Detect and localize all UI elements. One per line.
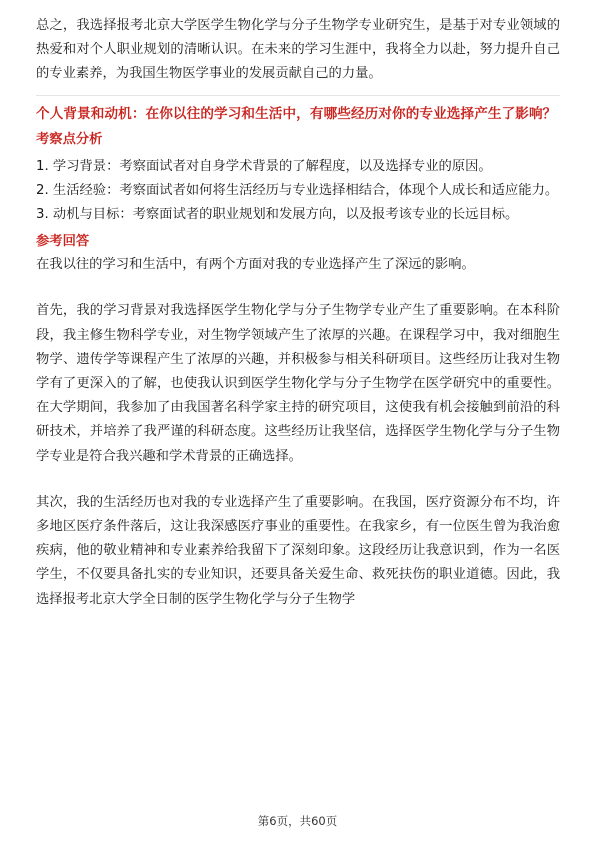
question-heading: 个人背景和动机：在你以往的学习和生活中，有哪些经历对你的专业选择产生了影响？ <box>36 105 557 122</box>
answer-paragraph: 其次，我的生活经历也对我的专业选择产生了重要影响。在我国，医疗资源分布不均，许多地区医疗条件落后，这让我深感医疗事业的重要性。在我家乡，有一位医生曾为我治愈疾病，他的敬业精神和专业素养给我留下了深刻印象。这段经历让我意识到，作为一名医学生，不仅要具备扎实的专业知识，还要具备关爱生命、救死扶伤的职业道德。因此，我选择报考北京大学全日制的医学生物化学与分子生物学 <box>36 494 560 607</box>
section-divider <box>36 95 560 96</box>
answer-heading: 参考回答 <box>36 234 90 250</box>
answer-paragraph: 在我以往的学习和生活中，有两个方面对我的专业选择产生了深远的影响。 <box>36 257 475 273</box>
analysis-item: 2. 生活经验：考察面试者如何将生活经历与专业选择相结合，体现个人成长和适应能力。 <box>36 182 559 198</box>
page-content <box>36 14 560 612</box>
analysis-item: 3. 动机与目标：考察面试者的职业规划和发展方向，以及报考该专业的长远目标。 <box>36 207 519 223</box>
answer-paragraph: 首先，我的学习背景对我选择医学生物化学与分子生物学专业产生了重要影响。在本科阶段，我主修生物科学专业，对生物学领域产生了浓厚的兴趣。在课程学习中，我对细胞生物学、遗传学等课程产生了浓厚的兴趣，并积极参与相关科研项目。这些经历让我对生物学有了更深入的了解，也使我认识到医学生物化学与分子生物学在医学研究中的重要性。在大学期间，我参加了由我国著名科学家主持的研究项目，这使我有机会接触到前沿的科研技术，并培养了我严谨的科研态度。这些经历让我坚信，选择医学生物化学与分子生物学专业是符合我兴趣和学术背景的正确选择。 <box>36 303 560 464</box>
analysis-item: 1. 学习背景：考察面试者对自身学术背景的了解程度，以及选择专业的原因。 <box>36 158 492 174</box>
analysis-heading: 考察点分析 <box>36 131 103 147</box>
intro-paragraph: 总之，我选择报考北京大学医学生物化学与分子生物学专业研究生，是基于对专业领域的热爱和对个人职业规划的清晰认识。在未来的学习生涯中，我将全力以赴，努力提升自己的专业素养，为我国生物医学事业的发展贡献自己的力量。 <box>36 18 560 82</box>
page-number: 第6页，共60页 <box>257 814 338 828</box>
